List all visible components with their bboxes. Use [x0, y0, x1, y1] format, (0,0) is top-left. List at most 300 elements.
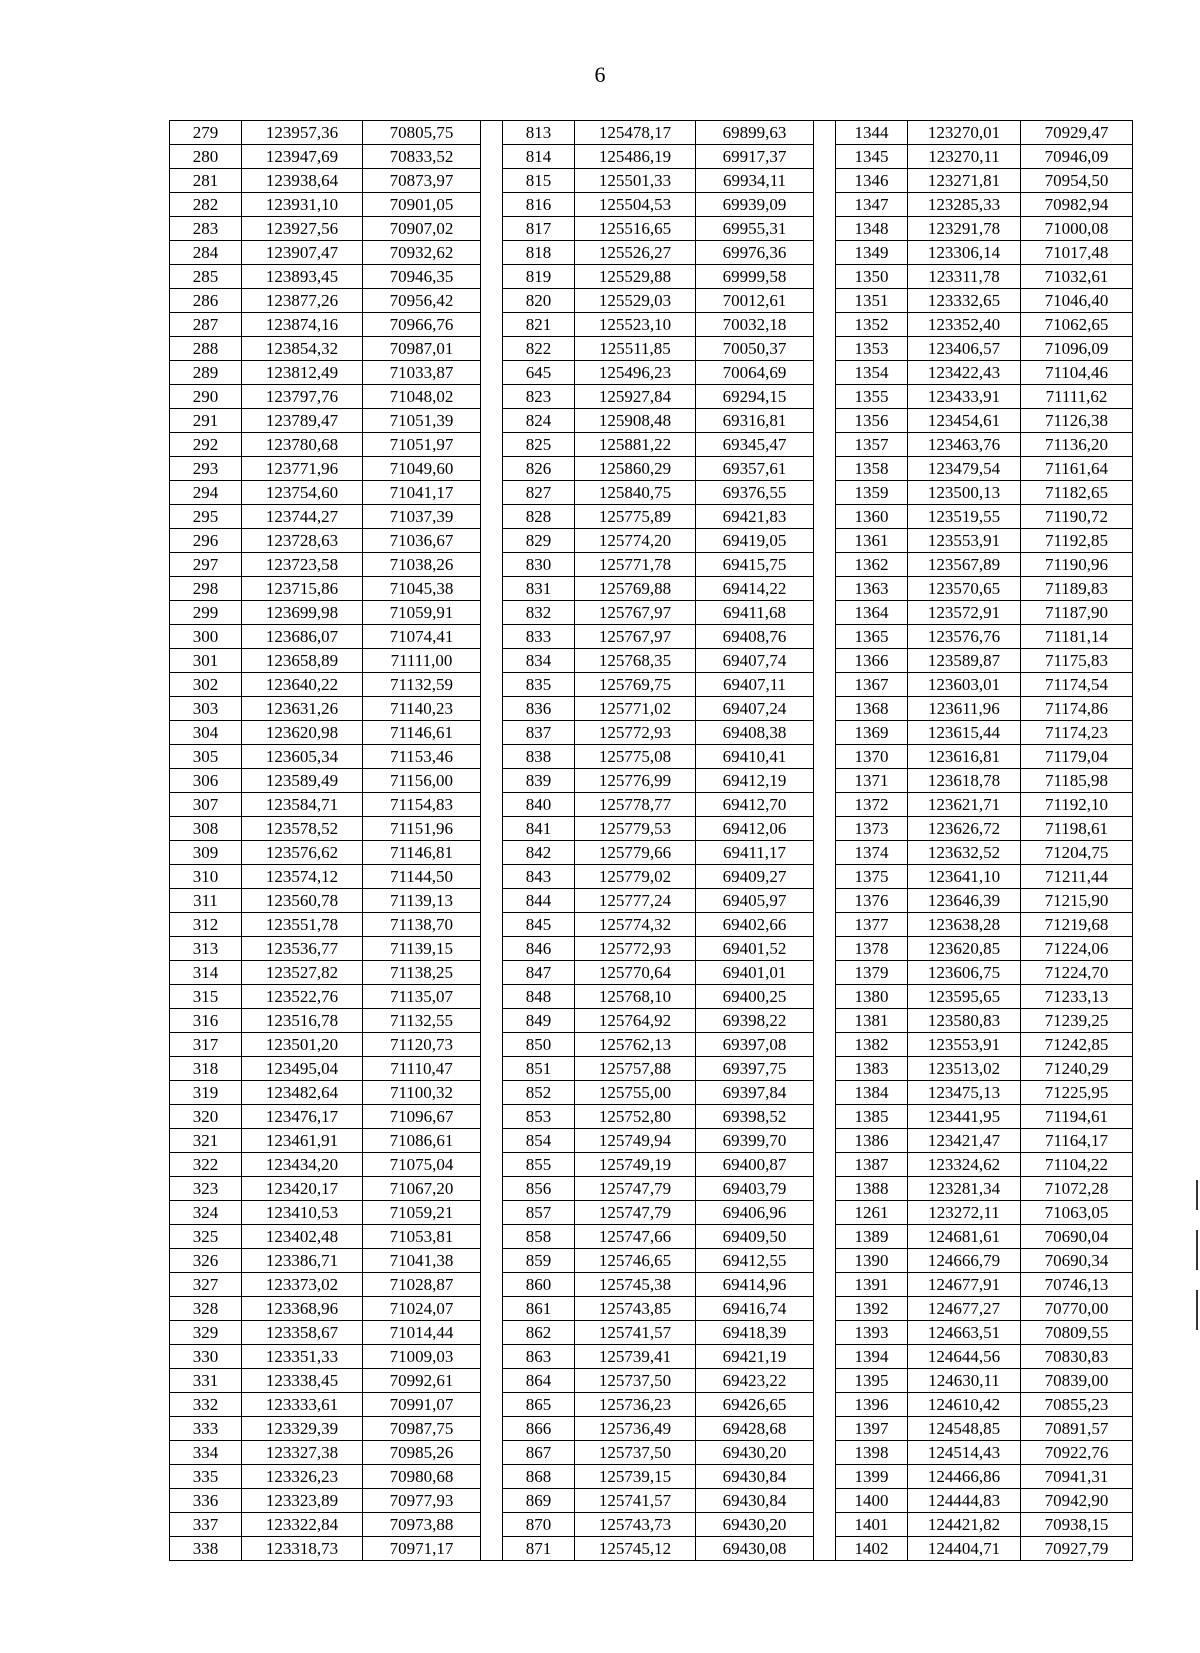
table-row [170, 1225, 1133, 1249]
column-gap [814, 337, 836, 361]
x-coordinate-cell: 123291,78 [908, 217, 1021, 241]
y-coordinate-cell: 69401,01 [696, 961, 814, 985]
y-coordinate-cell: 71219,68 [1021, 913, 1133, 937]
x-coordinate-cell: 123285,33 [908, 193, 1021, 217]
y-coordinate-cell: 69934,11 [696, 169, 814, 193]
y-coordinate-cell: 69421,83 [696, 505, 814, 529]
x-coordinate-cell: 125745,12 [575, 1537, 696, 1561]
y-coordinate-cell: 69899,63 [696, 121, 814, 145]
point-number-cell: 859 [503, 1249, 575, 1273]
point-number-cell: 1393 [836, 1321, 908, 1345]
point-number-cell: 311 [170, 889, 242, 913]
table-row [170, 337, 1133, 361]
table-row [170, 865, 1133, 889]
y-coordinate-cell: 69399,70 [696, 1129, 814, 1153]
point-number-cell: 1348 [836, 217, 908, 241]
x-coordinate-cell: 123358,67 [242, 1321, 363, 1345]
point-number-cell: 1364 [836, 601, 908, 625]
table-row [170, 1201, 1133, 1225]
table-row [170, 1129, 1133, 1153]
y-coordinate-cell: 71059,91 [363, 601, 481, 625]
point-number-cell: 1373 [836, 817, 908, 841]
x-coordinate-cell: 123281,34 [908, 1177, 1021, 1201]
x-coordinate-cell: 123519,55 [908, 505, 1021, 529]
point-number-cell: 863 [503, 1345, 575, 1369]
point-number-cell: 289 [170, 361, 242, 385]
y-coordinate-cell: 70985,26 [363, 1441, 481, 1465]
y-coordinate-cell: 71198,61 [1021, 817, 1133, 841]
table-row [170, 1321, 1133, 1345]
table-row [170, 457, 1133, 481]
column-gap [481, 1369, 503, 1393]
column-gap [481, 361, 503, 385]
point-number-cell: 1362 [836, 553, 908, 577]
column-gap [481, 745, 503, 769]
x-coordinate-cell: 125764,92 [575, 1009, 696, 1033]
x-coordinate-cell: 125478,17 [575, 121, 696, 145]
table-row [170, 1057, 1133, 1081]
y-coordinate-cell: 70746,13 [1021, 1273, 1133, 1297]
y-coordinate-cell: 69408,76 [696, 625, 814, 649]
column-gap [814, 697, 836, 721]
point-number-cell: 838 [503, 745, 575, 769]
x-coordinate-cell: 123570,65 [908, 577, 1021, 601]
column-gap [814, 409, 836, 433]
column-gap [814, 985, 836, 1009]
x-coordinate-cell: 123611,96 [908, 697, 1021, 721]
x-coordinate-cell: 123434,20 [242, 1153, 363, 1177]
column-gap [814, 1177, 836, 1201]
x-coordinate-cell: 125774,32 [575, 913, 696, 937]
column-gap [481, 1177, 503, 1201]
point-number-cell: 334 [170, 1441, 242, 1465]
point-number-cell: 856 [503, 1177, 575, 1201]
point-number-cell: 1385 [836, 1105, 908, 1129]
y-coordinate-cell: 70891,57 [1021, 1417, 1133, 1441]
point-number-cell: 333 [170, 1417, 242, 1441]
y-coordinate-cell: 70938,15 [1021, 1513, 1133, 1537]
point-number-cell: 826 [503, 457, 575, 481]
column-gap [481, 625, 503, 649]
column-gap [814, 505, 836, 529]
point-number-cell: 330 [170, 1345, 242, 1369]
x-coordinate-cell: 123272,11 [908, 1201, 1021, 1225]
column-gap [814, 841, 836, 865]
column-gap [481, 1297, 503, 1321]
point-number-cell: 312 [170, 913, 242, 937]
table-row [170, 529, 1133, 553]
y-coordinate-cell: 69406,96 [696, 1201, 814, 1225]
point-number-cell: 823 [503, 385, 575, 409]
y-coordinate-cell: 71146,81 [363, 841, 481, 865]
y-coordinate-cell: 69419,05 [696, 529, 814, 553]
point-number-cell: 820 [503, 289, 575, 313]
column-gap [481, 817, 503, 841]
x-coordinate-cell: 123421,47 [908, 1129, 1021, 1153]
column-gap [481, 289, 503, 313]
point-number-cell: 1388 [836, 1177, 908, 1201]
y-coordinate-cell: 70977,93 [363, 1489, 481, 1513]
x-coordinate-cell: 125768,35 [575, 649, 696, 673]
x-coordinate-cell: 123479,54 [908, 457, 1021, 481]
column-gap [481, 1033, 503, 1057]
column-gap [481, 721, 503, 745]
y-coordinate-cell: 71154,83 [363, 793, 481, 817]
y-coordinate-cell: 69316,81 [696, 409, 814, 433]
point-number-cell: 1356 [836, 409, 908, 433]
y-coordinate-cell: 70805,75 [363, 121, 481, 145]
y-coordinate-cell: 70971,17 [363, 1537, 481, 1561]
y-coordinate-cell: 69407,24 [696, 697, 814, 721]
y-coordinate-cell: 71144,50 [363, 865, 481, 889]
column-gap [481, 793, 503, 817]
point-number-cell: 1401 [836, 1513, 908, 1537]
y-coordinate-cell: 69976,36 [696, 241, 814, 265]
point-number-cell: 284 [170, 241, 242, 265]
point-number-cell: 829 [503, 529, 575, 553]
table-row [170, 985, 1133, 1009]
point-number-cell: 818 [503, 241, 575, 265]
x-coordinate-cell: 125737,50 [575, 1369, 696, 1393]
y-coordinate-cell: 71104,22 [1021, 1153, 1133, 1177]
table-row [170, 841, 1133, 865]
y-coordinate-cell: 71051,39 [363, 409, 481, 433]
y-coordinate-cell: 69416,74 [696, 1297, 814, 1321]
y-coordinate-cell: 69357,61 [696, 457, 814, 481]
x-coordinate-cell: 123329,39 [242, 1417, 363, 1441]
y-coordinate-cell: 69408,38 [696, 721, 814, 745]
x-coordinate-cell: 124666,79 [908, 1249, 1021, 1273]
column-gap [481, 1009, 503, 1033]
x-coordinate-cell: 125757,88 [575, 1057, 696, 1081]
y-coordinate-cell: 69430,08 [696, 1537, 814, 1561]
point-number-cell: 836 [503, 697, 575, 721]
x-coordinate-cell: 123373,02 [242, 1273, 363, 1297]
x-coordinate-cell: 123699,98 [242, 601, 363, 625]
point-number-cell: 1366 [836, 649, 908, 673]
y-coordinate-cell: 69400,25 [696, 985, 814, 1009]
point-number-cell: 817 [503, 217, 575, 241]
table-row [170, 1393, 1133, 1417]
column-gap [814, 145, 836, 169]
point-number-cell: 292 [170, 433, 242, 457]
x-coordinate-cell: 123420,17 [242, 1177, 363, 1201]
point-number-cell: 298 [170, 577, 242, 601]
column-gap [481, 673, 503, 697]
table-row [170, 1417, 1133, 1441]
y-coordinate-cell: 71110,47 [363, 1057, 481, 1081]
x-coordinate-cell: 125749,19 [575, 1153, 696, 1177]
point-number-cell: 866 [503, 1417, 575, 1441]
x-coordinate-cell: 125779,66 [575, 841, 696, 865]
point-number-cell: 1359 [836, 481, 908, 505]
y-coordinate-cell: 71100,32 [363, 1081, 481, 1105]
point-number-cell: 855 [503, 1153, 575, 1177]
point-number-cell: 813 [503, 121, 575, 145]
y-coordinate-cell: 69405,97 [696, 889, 814, 913]
column-gap [814, 1321, 836, 1345]
table-row [170, 937, 1133, 961]
x-coordinate-cell: 123461,91 [242, 1129, 363, 1153]
x-coordinate-cell: 125501,33 [575, 169, 696, 193]
point-number-cell: 332 [170, 1393, 242, 1417]
x-coordinate-cell: 125775,89 [575, 505, 696, 529]
column-gap [814, 1105, 836, 1129]
x-coordinate-cell: 125774,20 [575, 529, 696, 553]
x-coordinate-cell: 123616,81 [908, 745, 1021, 769]
x-coordinate-cell: 123771,96 [242, 457, 363, 481]
x-coordinate-cell: 123454,61 [908, 409, 1021, 433]
y-coordinate-cell: 70907,02 [363, 217, 481, 241]
x-coordinate-cell: 123324,62 [908, 1153, 1021, 1177]
column-gap [481, 1273, 503, 1297]
point-number-cell: 285 [170, 265, 242, 289]
point-number-cell: 831 [503, 577, 575, 601]
x-coordinate-cell: 123410,53 [242, 1201, 363, 1225]
point-number-cell: 1394 [836, 1345, 908, 1369]
x-coordinate-cell: 123327,38 [242, 1441, 363, 1465]
point-number-cell: 861 [503, 1297, 575, 1321]
x-coordinate-cell: 123789,47 [242, 409, 363, 433]
y-coordinate-cell: 71190,72 [1021, 505, 1133, 529]
y-coordinate-cell: 71126,38 [1021, 409, 1133, 433]
point-number-cell: 850 [503, 1033, 575, 1057]
y-coordinate-cell: 71140,23 [363, 697, 481, 721]
column-gap [814, 769, 836, 793]
x-coordinate-cell: 123578,52 [242, 817, 363, 841]
x-coordinate-cell: 125747,66 [575, 1225, 696, 1249]
point-number-cell: 1398 [836, 1441, 908, 1465]
y-coordinate-cell: 69401,52 [696, 937, 814, 961]
table-row [170, 1513, 1133, 1537]
column-gap [481, 841, 503, 865]
x-coordinate-cell: 125779,53 [575, 817, 696, 841]
x-coordinate-cell: 123626,72 [908, 817, 1021, 841]
point-number-cell: 828 [503, 505, 575, 529]
column-gap [814, 313, 836, 337]
x-coordinate-cell: 123368,96 [242, 1297, 363, 1321]
column-gap [814, 1153, 836, 1177]
table-row [170, 1249, 1133, 1273]
point-number-cell: 307 [170, 793, 242, 817]
column-gap [481, 961, 503, 985]
x-coordinate-cell: 125749,94 [575, 1129, 696, 1153]
column-gap [481, 337, 503, 361]
column-gap [481, 1129, 503, 1153]
y-coordinate-cell: 70987,75 [363, 1417, 481, 1441]
point-number-cell: 1367 [836, 673, 908, 697]
y-coordinate-cell: 71024,07 [363, 1297, 481, 1321]
column-gap [481, 1393, 503, 1417]
table-row [170, 1369, 1133, 1393]
point-number-cell: 1377 [836, 913, 908, 937]
column-gap [481, 913, 503, 937]
x-coordinate-cell: 125927,84 [575, 385, 696, 409]
x-coordinate-cell: 124514,43 [908, 1441, 1021, 1465]
y-coordinate-cell: 71224,70 [1021, 961, 1133, 985]
x-coordinate-cell: 123715,86 [242, 577, 363, 601]
y-coordinate-cell: 70830,83 [1021, 1345, 1133, 1369]
y-coordinate-cell: 71028,87 [363, 1273, 481, 1297]
column-gap [481, 265, 503, 289]
x-coordinate-cell: 123501,20 [242, 1033, 363, 1057]
y-coordinate-cell: 69407,74 [696, 649, 814, 673]
x-coordinate-cell: 125762,13 [575, 1033, 696, 1057]
x-coordinate-cell: 123589,87 [908, 649, 1021, 673]
column-gap [814, 1033, 836, 1057]
scan-edge-mark [1196, 1180, 1198, 1210]
y-coordinate-cell: 69412,06 [696, 817, 814, 841]
column-gap [481, 385, 503, 409]
y-coordinate-cell: 71240,29 [1021, 1057, 1133, 1081]
column-gap [814, 601, 836, 625]
point-number-cell: 1396 [836, 1393, 908, 1417]
x-coordinate-cell: 123482,64 [242, 1081, 363, 1105]
x-coordinate-cell: 125511,85 [575, 337, 696, 361]
x-coordinate-cell: 123516,78 [242, 1009, 363, 1033]
table-row [170, 697, 1133, 721]
y-coordinate-cell: 70050,37 [696, 337, 814, 361]
y-coordinate-cell: 71038,26 [363, 553, 481, 577]
y-coordinate-cell: 69398,22 [696, 1009, 814, 1033]
y-coordinate-cell: 70980,68 [363, 1465, 481, 1489]
y-coordinate-cell: 71132,59 [363, 673, 481, 697]
point-number-cell: 1355 [836, 385, 908, 409]
point-number-cell: 848 [503, 985, 575, 1009]
x-coordinate-cell: 125741,57 [575, 1321, 696, 1345]
column-gap [481, 193, 503, 217]
x-coordinate-cell: 123686,07 [242, 625, 363, 649]
x-coordinate-cell: 123406,57 [908, 337, 1021, 361]
y-coordinate-cell: 70932,62 [363, 241, 481, 265]
column-gap [814, 1393, 836, 1417]
x-coordinate-cell: 125772,93 [575, 937, 696, 961]
y-coordinate-cell: 70956,42 [363, 289, 481, 313]
scan-edge-mark [1196, 1230, 1198, 1270]
x-coordinate-cell: 125486,19 [575, 145, 696, 169]
x-coordinate-cell: 125516,65 [575, 217, 696, 241]
column-gap [814, 217, 836, 241]
table-row [170, 745, 1133, 769]
y-coordinate-cell: 71037,39 [363, 505, 481, 529]
x-coordinate-cell: 123646,39 [908, 889, 1021, 913]
table-row [170, 961, 1133, 985]
column-gap [481, 601, 503, 625]
column-gap [481, 985, 503, 1009]
column-gap [481, 1057, 503, 1081]
point-number-cell: 857 [503, 1201, 575, 1225]
x-coordinate-cell: 123589,49 [242, 769, 363, 793]
y-coordinate-cell: 69407,11 [696, 673, 814, 697]
y-coordinate-cell: 70901,05 [363, 193, 481, 217]
column-gap [814, 961, 836, 985]
point-number-cell: 314 [170, 961, 242, 985]
table-row [170, 913, 1133, 937]
point-number-cell: 1360 [836, 505, 908, 529]
table-row [170, 241, 1133, 265]
point-number-cell: 1349 [836, 241, 908, 265]
column-gap [481, 433, 503, 457]
column-gap [814, 193, 836, 217]
y-coordinate-cell: 70873,97 [363, 169, 481, 193]
column-gap [481, 505, 503, 529]
point-number-cell: 1397 [836, 1417, 908, 1441]
table-row [170, 769, 1133, 793]
y-coordinate-cell: 71075,04 [363, 1153, 481, 1177]
x-coordinate-cell: 125840,75 [575, 481, 696, 505]
column-gap [481, 1417, 503, 1441]
column-gap [814, 385, 836, 409]
column-gap [814, 481, 836, 505]
x-coordinate-cell: 123874,16 [242, 313, 363, 337]
y-coordinate-cell: 71132,55 [363, 1009, 481, 1033]
y-coordinate-cell: 71139,13 [363, 889, 481, 913]
x-coordinate-cell: 125526,27 [575, 241, 696, 265]
x-coordinate-cell: 123927,56 [242, 217, 363, 241]
table-row [170, 217, 1133, 241]
column-gap [814, 1417, 836, 1441]
column-gap [814, 121, 836, 145]
x-coordinate-cell: 123441,95 [908, 1105, 1021, 1129]
point-number-cell: 821 [503, 313, 575, 337]
point-number-cell: 1347 [836, 193, 908, 217]
column-gap [481, 121, 503, 145]
y-coordinate-cell: 70942,90 [1021, 1489, 1133, 1513]
y-coordinate-cell: 69423,22 [696, 1369, 814, 1393]
x-coordinate-cell: 125741,57 [575, 1489, 696, 1513]
y-coordinate-cell: 69409,27 [696, 865, 814, 889]
point-number-cell: 329 [170, 1321, 242, 1345]
column-gap [481, 529, 503, 553]
column-gap [481, 1081, 503, 1105]
point-number-cell: 1399 [836, 1465, 908, 1489]
x-coordinate-cell: 123433,91 [908, 385, 1021, 409]
point-number-cell: 338 [170, 1537, 242, 1561]
y-coordinate-cell: 71182,65 [1021, 481, 1133, 505]
y-coordinate-cell: 71111,00 [363, 649, 481, 673]
x-coordinate-cell: 123907,47 [242, 241, 363, 265]
scan-edge-mark [1196, 1290, 1198, 1330]
point-number-cell: 1365 [836, 625, 908, 649]
column-gap [814, 625, 836, 649]
point-number-cell: 303 [170, 697, 242, 721]
point-number-cell: 322 [170, 1153, 242, 1177]
y-coordinate-cell: 69412,70 [696, 793, 814, 817]
point-number-cell: 310 [170, 865, 242, 889]
point-number-cell: 843 [503, 865, 575, 889]
y-coordinate-cell: 69398,52 [696, 1105, 814, 1129]
table-row [170, 409, 1133, 433]
point-number-cell: 1346 [836, 169, 908, 193]
y-coordinate-cell: 71067,20 [363, 1177, 481, 1201]
y-coordinate-cell: 70809,55 [1021, 1321, 1133, 1345]
y-coordinate-cell: 70929,47 [1021, 121, 1133, 145]
y-coordinate-cell: 71189,83 [1021, 577, 1133, 601]
x-coordinate-cell: 123780,68 [242, 433, 363, 457]
y-coordinate-cell: 69403,79 [696, 1177, 814, 1201]
table-row [170, 1345, 1133, 1369]
x-coordinate-cell: 123603,01 [908, 673, 1021, 697]
x-coordinate-cell: 124644,56 [908, 1345, 1021, 1369]
column-gap [814, 1489, 836, 1513]
x-coordinate-cell: 123323,89 [242, 1489, 363, 1513]
column-gap [814, 1441, 836, 1465]
x-coordinate-cell: 124466,86 [908, 1465, 1021, 1489]
x-coordinate-cell: 123463,76 [908, 433, 1021, 457]
table-row [170, 433, 1133, 457]
column-gap [814, 265, 836, 289]
x-coordinate-cell: 125771,78 [575, 553, 696, 577]
